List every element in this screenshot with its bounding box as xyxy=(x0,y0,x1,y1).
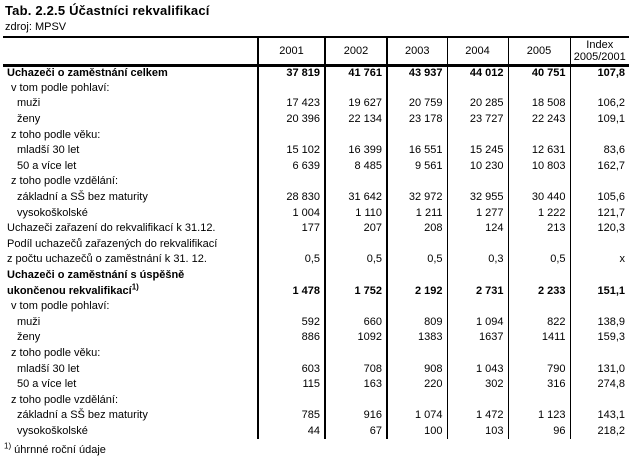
cell-value xyxy=(258,268,325,284)
cell-value: 22 134 xyxy=(325,112,387,128)
source-label: zdroj: MPSV xyxy=(5,21,67,33)
cell-value xyxy=(570,81,629,97)
cell-value: 1 472 xyxy=(447,408,508,424)
cell-value: 660 xyxy=(325,315,387,331)
cell-value: 124 xyxy=(447,221,508,237)
column-header: 2003 xyxy=(387,37,447,65)
cell-value: 1 110 xyxy=(325,205,387,221)
cell-value: 106,2 xyxy=(597,97,625,110)
table-row xyxy=(3,283,629,299)
column-header: Index 2005/2001 xyxy=(570,37,629,65)
cell-value: 30 440 xyxy=(508,190,570,206)
table-row xyxy=(3,377,629,393)
cell-value xyxy=(447,299,508,315)
cell-value: 822 xyxy=(508,315,570,331)
row-label xyxy=(3,392,258,408)
table-row xyxy=(3,190,629,206)
cell-value: 43 937 xyxy=(387,65,447,81)
row-label xyxy=(3,299,258,315)
row-label-text: muži xyxy=(17,97,41,110)
cell-value: 0,5 xyxy=(508,252,570,268)
cell-value: 592 xyxy=(258,315,325,331)
cell-value xyxy=(570,174,629,190)
cell-value: 785 xyxy=(258,408,325,424)
cell-value: 0,5 xyxy=(258,252,325,268)
cell-value: 20 759 xyxy=(387,96,447,112)
cell-value: 28 830 xyxy=(258,190,325,206)
cell-value xyxy=(387,237,447,253)
cell-value: 908 xyxy=(387,361,447,377)
cell-value: 120,3 xyxy=(597,222,625,235)
cell-value xyxy=(570,392,629,408)
row-label-text: vysokoškolské xyxy=(17,424,88,437)
cell-value xyxy=(447,346,508,362)
cell-value xyxy=(387,346,447,362)
row-label-text: Podíl uchazečů zařazených do rekvalifikací xyxy=(7,237,218,250)
cell-value: 1 123 xyxy=(508,408,570,424)
row-label xyxy=(3,283,258,299)
table-row xyxy=(3,424,629,440)
row-label xyxy=(3,377,258,393)
cell-value: 208 xyxy=(387,221,447,237)
cell-value xyxy=(447,174,508,190)
cell-value: 16 551 xyxy=(387,143,447,159)
table-row xyxy=(3,315,629,331)
row-label xyxy=(3,205,258,221)
cell-value: 1 478 xyxy=(258,283,325,299)
row-label xyxy=(3,221,258,237)
cell-value: 23 178 xyxy=(387,112,447,128)
cell-value: 708 xyxy=(325,361,387,377)
cell-value: 121,7 xyxy=(597,206,625,219)
cell-value: 162,7 xyxy=(597,159,625,172)
table-row xyxy=(3,159,629,175)
cell-value: 1 074 xyxy=(387,408,447,424)
cell-value: 886 xyxy=(258,330,325,346)
cell-value: 2 192 xyxy=(387,283,447,299)
cell-value xyxy=(447,268,508,284)
cell-value: 22 243 xyxy=(508,112,570,128)
cell-value: 177 xyxy=(258,221,325,237)
row-label xyxy=(3,268,258,284)
cell-value: 16 399 xyxy=(325,143,387,159)
cell-value xyxy=(325,268,387,284)
cell-value xyxy=(258,237,325,253)
row-label-text: z počtu uchazečů o zaměstnání k 31. 12. xyxy=(7,253,207,266)
row-label xyxy=(3,81,258,97)
cell-value: 107,8 xyxy=(597,67,625,80)
cell-value: 17 423 xyxy=(258,96,325,112)
cell-value: 131,0 xyxy=(597,362,625,375)
cell-value: 44 xyxy=(258,424,325,440)
cell-value xyxy=(570,127,629,143)
cell-value xyxy=(447,127,508,143)
page-title: Tab. 2.2.5 Účastníci rekvalifikací xyxy=(5,3,210,18)
cell-value xyxy=(387,392,447,408)
row-label-text: základní a SŠ bez maturity xyxy=(17,409,148,422)
cell-value: 1 211 xyxy=(387,205,447,221)
cell-value: 790 xyxy=(508,361,570,377)
cell-value: 15 102 xyxy=(258,143,325,159)
cell-value: 138,9 xyxy=(597,315,625,328)
footnote xyxy=(4,441,106,456)
cell-value: 207 xyxy=(325,221,387,237)
cell-value: 1 222 xyxy=(508,205,570,221)
cell-value: 1 043 xyxy=(447,361,508,377)
row-label-text: ženy xyxy=(17,113,41,126)
cell-value xyxy=(325,392,387,408)
row-label-text: Uchazeči zařazení do rekvalifikací k 31.12. xyxy=(7,222,216,235)
cell-value: 31 642 xyxy=(325,190,387,206)
row-label xyxy=(3,65,258,81)
cell-value: 213 xyxy=(508,221,570,237)
cell-value: 0,5 xyxy=(325,252,387,268)
column-header: 2005 xyxy=(508,37,570,65)
row-label-text: mladší 30 let xyxy=(17,144,80,157)
table-row xyxy=(3,221,629,237)
cell-value: 37 819 xyxy=(258,65,325,81)
row-label-text: muži xyxy=(17,315,41,328)
row-label-text: 50 a více let xyxy=(17,159,77,172)
row-label xyxy=(3,408,258,424)
cell-value xyxy=(570,299,629,315)
row-label-text: v tom podle pohlaví: xyxy=(11,300,110,313)
cell-value: 1 094 xyxy=(447,315,508,331)
cell-value xyxy=(387,81,447,97)
cell-value xyxy=(447,237,508,253)
row-label-text: Uchazeči o zaměstnání celkem xyxy=(7,67,168,80)
cell-value: 41 761 xyxy=(325,65,387,81)
cell-value xyxy=(258,299,325,315)
cell-value: 96 xyxy=(508,424,570,440)
cell-value xyxy=(325,174,387,190)
row-label xyxy=(3,174,258,190)
cell-value: 603 xyxy=(258,361,325,377)
row-label-text: mladší 30 let xyxy=(17,362,80,375)
row-label-text: z toho podle věku: xyxy=(11,128,101,141)
table-row xyxy=(3,205,629,221)
table-row xyxy=(3,127,629,143)
cell-value xyxy=(387,299,447,315)
row-label xyxy=(3,346,258,362)
cell-value xyxy=(258,81,325,97)
row-label xyxy=(3,143,258,159)
cell-value: 23 727 xyxy=(447,112,508,128)
cell-value: 40 751 xyxy=(508,65,570,81)
cell-value xyxy=(325,81,387,97)
cell-value: 1 752 xyxy=(325,283,387,299)
cell-value xyxy=(508,174,570,190)
cell-value: 2 233 xyxy=(508,283,570,299)
table-row xyxy=(3,112,629,128)
cell-value xyxy=(325,237,387,253)
row-label-text: vysokoškolské xyxy=(17,206,88,219)
table-row xyxy=(3,237,629,253)
footnote-marker: 1) xyxy=(4,441,12,451)
header-row xyxy=(3,37,629,65)
row-label xyxy=(3,237,258,253)
column-header: 2002 xyxy=(325,37,387,65)
cell-value: 19 627 xyxy=(325,96,387,112)
cell-value xyxy=(387,268,447,284)
table-row xyxy=(3,299,629,315)
footnote-reference: 1) xyxy=(131,283,139,291)
cell-value xyxy=(508,237,570,253)
cell-value xyxy=(258,392,325,408)
cell-value xyxy=(570,268,629,284)
cell-value xyxy=(447,392,508,408)
cell-value xyxy=(325,299,387,315)
cell-value xyxy=(508,81,570,97)
cell-value xyxy=(325,346,387,362)
row-label xyxy=(3,127,258,143)
row-label-text: z toho podle vzdělání: xyxy=(11,175,119,188)
table-row xyxy=(3,252,629,268)
row-label-text: z toho podle vzdělání: xyxy=(11,393,119,406)
cell-value: 105,6 xyxy=(597,191,625,204)
cell-value: 302 xyxy=(447,377,508,393)
cell-value: x xyxy=(619,253,625,266)
cell-value: 18 508 xyxy=(508,96,570,112)
cell-value: 83,6 xyxy=(603,144,625,157)
row-label-text: ženy xyxy=(17,331,41,344)
cell-value: 159,3 xyxy=(597,331,625,344)
cell-value: 9 561 xyxy=(387,159,447,175)
cell-value xyxy=(508,268,570,284)
cell-value: 20 285 xyxy=(447,96,508,112)
table-row xyxy=(3,174,629,190)
row-label-text: základní a SŠ bez maturity xyxy=(17,191,148,204)
row-label xyxy=(3,112,258,128)
retraining-participants-table xyxy=(3,36,629,439)
cell-value: 12 631 xyxy=(508,143,570,159)
cell-value: 6 639 xyxy=(258,159,325,175)
cell-value xyxy=(258,174,325,190)
cell-value xyxy=(508,346,570,362)
cell-value: 316 xyxy=(508,377,570,393)
cell-value: 1 004 xyxy=(258,205,325,221)
cell-value: 916 xyxy=(325,408,387,424)
row-label xyxy=(3,252,258,268)
cell-value: 143,1 xyxy=(597,409,625,422)
cell-value: 109,1 xyxy=(597,113,625,126)
cell-value xyxy=(447,81,508,97)
row-label-text: Uchazeči o zaměstnání s úspěšně xyxy=(7,269,185,282)
row-label-text: z toho podle věku: xyxy=(11,346,101,359)
table-row xyxy=(3,96,629,112)
cell-value: 274,8 xyxy=(597,378,625,391)
cell-value: 163 xyxy=(325,377,387,393)
row-label xyxy=(3,190,258,206)
cell-value: 115 xyxy=(258,377,325,393)
table-row xyxy=(3,143,629,159)
cell-value: 1637 xyxy=(447,330,508,346)
cell-value: 32 955 xyxy=(447,190,508,206)
cell-value: 15 245 xyxy=(447,143,508,159)
row-label-text: ukončenou rekvalifikací xyxy=(7,284,132,297)
table-row xyxy=(3,268,629,284)
cell-value: 103 xyxy=(447,424,508,440)
column-header: 2001 xyxy=(258,37,325,65)
table-row xyxy=(3,65,629,81)
cell-value: 1 277 xyxy=(447,205,508,221)
cell-value xyxy=(258,127,325,143)
cell-value xyxy=(570,237,629,253)
column-header: 2004 xyxy=(447,37,508,65)
cell-value: 44 012 xyxy=(447,65,508,81)
table-row xyxy=(3,346,629,362)
cell-value: 809 xyxy=(387,315,447,331)
row-label xyxy=(3,159,258,175)
cell-value xyxy=(508,127,570,143)
row-label xyxy=(3,361,258,377)
cell-value: 1411 xyxy=(508,330,570,346)
table-row xyxy=(3,392,629,408)
cell-value: 10 803 xyxy=(508,159,570,175)
cell-value: 220 xyxy=(387,377,447,393)
cell-value: 10 230 xyxy=(447,159,508,175)
cell-value xyxy=(508,299,570,315)
cell-value: 2 731 xyxy=(447,283,508,299)
label-column-header xyxy=(3,37,258,65)
cell-value: 67 xyxy=(325,424,387,440)
cell-value: 151,1 xyxy=(597,284,625,297)
row-label xyxy=(3,96,258,112)
cell-value: 20 396 xyxy=(258,112,325,128)
row-label xyxy=(3,424,258,440)
table-row xyxy=(3,330,629,346)
table-row xyxy=(3,81,629,97)
row-label xyxy=(3,315,258,331)
cell-value: 1383 xyxy=(387,330,447,346)
cell-value xyxy=(258,346,325,362)
table-row xyxy=(3,408,629,424)
cell-value xyxy=(570,346,629,362)
cell-value xyxy=(508,392,570,408)
table-row xyxy=(3,361,629,377)
cell-value: 1092 xyxy=(325,330,387,346)
cell-value: 32 972 xyxy=(387,190,447,206)
cell-value: 100 xyxy=(387,424,447,440)
cell-value: 8 485 xyxy=(325,159,387,175)
row-label-text: 50 a více let xyxy=(17,378,77,391)
row-label xyxy=(3,330,258,346)
cell-value xyxy=(387,174,447,190)
cell-value: 0,3 xyxy=(447,252,508,268)
cell-value xyxy=(387,127,447,143)
cell-value: 0,5 xyxy=(387,252,447,268)
cell-value: 218,2 xyxy=(597,424,625,437)
cell-value xyxy=(325,127,387,143)
footnote-text: úhrnné roční údaje xyxy=(11,444,106,456)
row-label-text: v tom podle pohlaví: xyxy=(11,81,110,94)
